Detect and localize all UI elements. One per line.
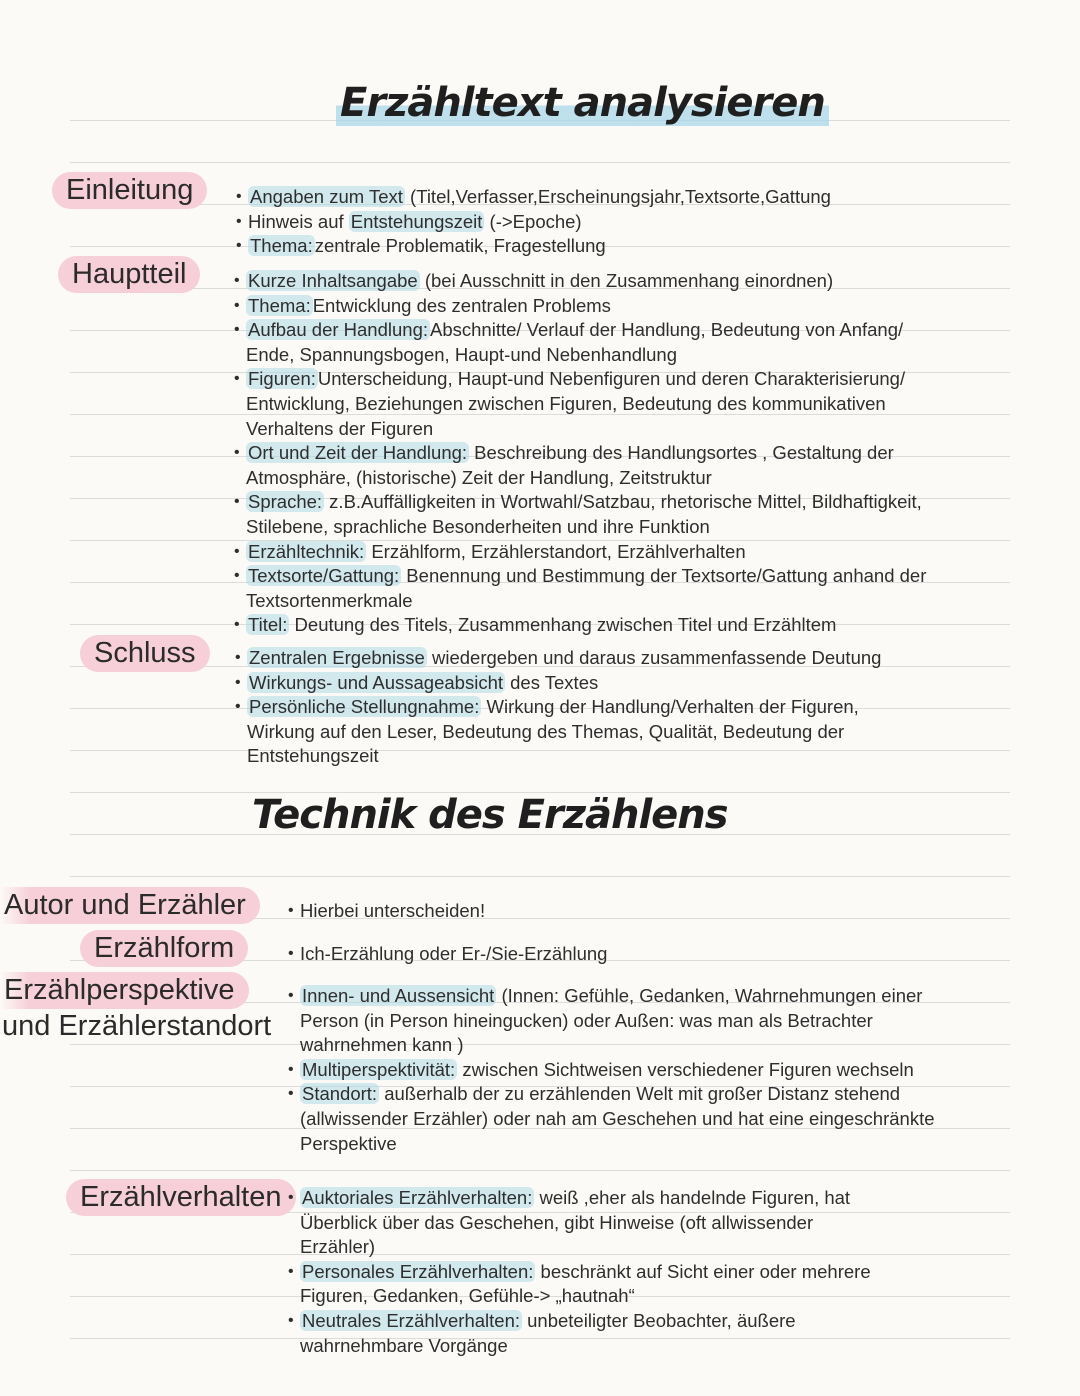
item-continuation: Atmosphäre, (historische) Zeit der Handlung, Zeitstruktur: [246, 466, 712, 488]
list-item: [234, 564, 926, 613]
item-text: beschränkt auf Sicht einer oder mehrere: [535, 1260, 871, 1282]
item-text: des Textes: [505, 671, 599, 693]
list-item: [288, 942, 607, 967]
item-prefix: Hinweis auf: [248, 210, 349, 232]
page-title: [336, 80, 829, 126]
list-item: [234, 318, 926, 367]
heading-erzaehlperspektive: Erzählperspektive: [0, 972, 249, 1009]
item-text: z.B.Auffälligkeiten in Wortwahl/Satzbau, rhetorische Mittel, Bildhaftigkeit,: [324, 491, 922, 513]
item-continuation: Stilebene, sprachliche Besonderheiten und ihre Funktion: [246, 515, 710, 537]
item-text: Abschnitte/ Verlauf der Handlung, Bedeutung von Anfang/: [430, 319, 904, 341]
list-item: [288, 1309, 871, 1358]
item-continuation: Entwicklung, Beziehungen zwischen Figuren, Bedeutung des kommunikativen: [246, 392, 886, 414]
ruled-line: [70, 162, 1010, 163]
item-text: weiß ,eher als handelnde Figuren, hat: [534, 1187, 851, 1208]
heading-autor-erzaehler: Autor und Erzähler: [0, 887, 260, 924]
list-item: [234, 540, 926, 565]
section-title: [252, 792, 728, 838]
item-text: außerhalb der zu erzählenden Welt mit großer Distanz stehend: [379, 1083, 901, 1105]
list-item: [236, 185, 831, 210]
list-item: [234, 269, 926, 294]
item-continuation: Erzähler): [300, 1236, 376, 1258]
item-key: Titel:: [248, 614, 288, 636]
item-continuation: wahrnehmbare Vorgänge: [300, 1334, 508, 1356]
item-key: Wirkungs- und Aussageabsicht: [249, 671, 503, 693]
item-key: Auktoriales Erzählverhalten:: [302, 1187, 533, 1208]
item-text: Wirkung der Handlung/Verhalten der Figuren,: [481, 696, 859, 718]
item-continuation: Verhaltens der Figuren: [246, 417, 434, 439]
item-text: Erzählform, Erzählerstandort, Erzählverhalten: [366, 540, 746, 562]
item-text: (Titel,Verfasser,Erscheinungsjahr,Textsorte,Gattung: [404, 186, 831, 207]
item-key: Angaben zum Text: [250, 186, 403, 207]
list-hauptteil: [234, 269, 926, 638]
item-continuation: Perspektive: [300, 1132, 397, 1154]
item-key: Multiperspektivität:: [302, 1058, 456, 1080]
item-key: Neutrales Erzählverhalten:: [302, 1309, 520, 1331]
list-item: [234, 367, 926, 441]
heading-einleitung: Einleitung: [52, 172, 207, 209]
item-key: Thema:: [250, 235, 313, 257]
item-continuation: Überblick über das Geschehen, gibt Hinweise (oft allwissender: [300, 1211, 814, 1233]
list-item: [234, 490, 926, 539]
item-text: zentrale Problematik, Fragestellung: [314, 235, 606, 257]
item-key: Ort und Zeit der Handlung:: [248, 442, 468, 464]
list-item: [234, 294, 926, 319]
item-text: wiedergeben und daraus zusammenfassende Deutung: [426, 647, 882, 668]
item-text: Entwicklung des zentralen Problems: [312, 294, 611, 316]
item-continuation: Entstehungszeit: [247, 745, 379, 767]
item-text: (->Epoche): [484, 210, 582, 232]
section-title-text: Technik des Erzählens: [252, 792, 728, 838]
ruled-line: [70, 876, 1010, 877]
list-item: [288, 899, 485, 924]
item-key: Kurze Inhaltsangabe: [248, 270, 418, 291]
list-item: [288, 1058, 935, 1083]
heading-erzaehlerstandort: und Erzählerstandort: [2, 1010, 272, 1042]
list-item: [234, 613, 926, 638]
item-text: Hierbei unterscheiden!: [300, 900, 486, 921]
list-erzaehlform: [288, 942, 607, 967]
heading-schluss: Schluss: [80, 635, 210, 672]
list-item: [288, 1082, 935, 1156]
item-text: Ich-Erzählung oder Er-/Sie-Erzählung: [300, 943, 608, 964]
item-continuation: Wirkung auf den Leser, Bedeutung des Themas, Qualität, Bedeutung der: [247, 720, 845, 742]
item-continuation: Textsortenmerkmale: [246, 589, 413, 611]
list-item: [288, 1260, 871, 1309]
item-key: Zentralen Ergebnisse: [249, 647, 425, 668]
item-continuation: Figuren, Gedanken, Gefühle-> „hautnah“: [300, 1285, 635, 1307]
item-key: Aufbau der Handlung:: [248, 319, 428, 341]
item-text: (Innen: Gefühle, Gedanken, Wahrnehmungen einer: [496, 985, 923, 1006]
item-text: (bei Ausschnitt in den Zusammenhang einordnen): [419, 270, 834, 291]
item-key: Thema:: [248, 294, 311, 316]
heading-hauptteil: Hauptteil: [58, 256, 200, 293]
item-continuation: (allwissender Erzähler) oder nah am Geschehen und hat eine eingeschränkte: [300, 1107, 935, 1129]
list-schluss: [235, 646, 881, 769]
item-text: Deutung des Titels, Zusammenhang zwischen Titel und Erzähltem: [289, 614, 837, 636]
item-key: Sprache:: [248, 491, 323, 513]
item-text: Benennung und Bestimmung der Textsorte/Gattung anhand der: [401, 565, 927, 587]
item-continuation: Ende, Spannungsbogen, Haupt-und Nebenhandlung: [246, 343, 678, 365]
heading-erzaehlform: Erzählform: [80, 930, 248, 967]
item-key: Erzähltechnik:: [248, 540, 365, 562]
item-continuation: Person (in Person hineingucken) oder Außen: was man als Betrachter: [300, 1009, 873, 1031]
item-key: Figuren:: [248, 368, 316, 390]
item-text: Beschreibung des Handlungsortes , Gestaltung der: [469, 442, 894, 464]
heading-erzaehlverhalten: Erzählverhalten: [66, 1179, 296, 1216]
list-item: [235, 695, 881, 769]
ruled-line: [70, 1170, 1010, 1171]
item-text: Unterscheidung, Haupt-und Nebenfiguren und deren Charakterisierung/: [317, 368, 906, 390]
item-key: Personales Erzählverhalten:: [302, 1260, 534, 1282]
list-item: [235, 671, 881, 696]
item-text: zwischen Sichtweisen verschiedener Figuren wechseln: [457, 1058, 914, 1080]
item-key: Textsorte/Gattung:: [248, 565, 400, 587]
page-title-text: Erzähltext analysieren: [336, 80, 829, 126]
list-item: [236, 234, 831, 259]
item-text: unbeteiligter Beobachter, äußere: [522, 1309, 796, 1331]
item-key: Innen- und Aussensicht: [302, 985, 495, 1006]
item-key: Persönliche Stellungnahme:: [249, 696, 480, 718]
list-item: [235, 646, 881, 671]
list-autor-erzaehler: [288, 899, 485, 924]
list-erzaehlperspektive: [288, 984, 935, 1156]
list-item: [236, 210, 831, 235]
list-item: [288, 984, 935, 1058]
list-einleitung: [236, 185, 831, 259]
list-item: [288, 1186, 871, 1260]
item-key: Entstehungszeit: [350, 210, 483, 232]
list-erzaehlverhalten: [288, 1186, 871, 1358]
item-continuation: wahrnehmen kann ): [300, 1034, 464, 1056]
item-key: Standort:: [302, 1083, 378, 1105]
list-item: [234, 441, 926, 490]
